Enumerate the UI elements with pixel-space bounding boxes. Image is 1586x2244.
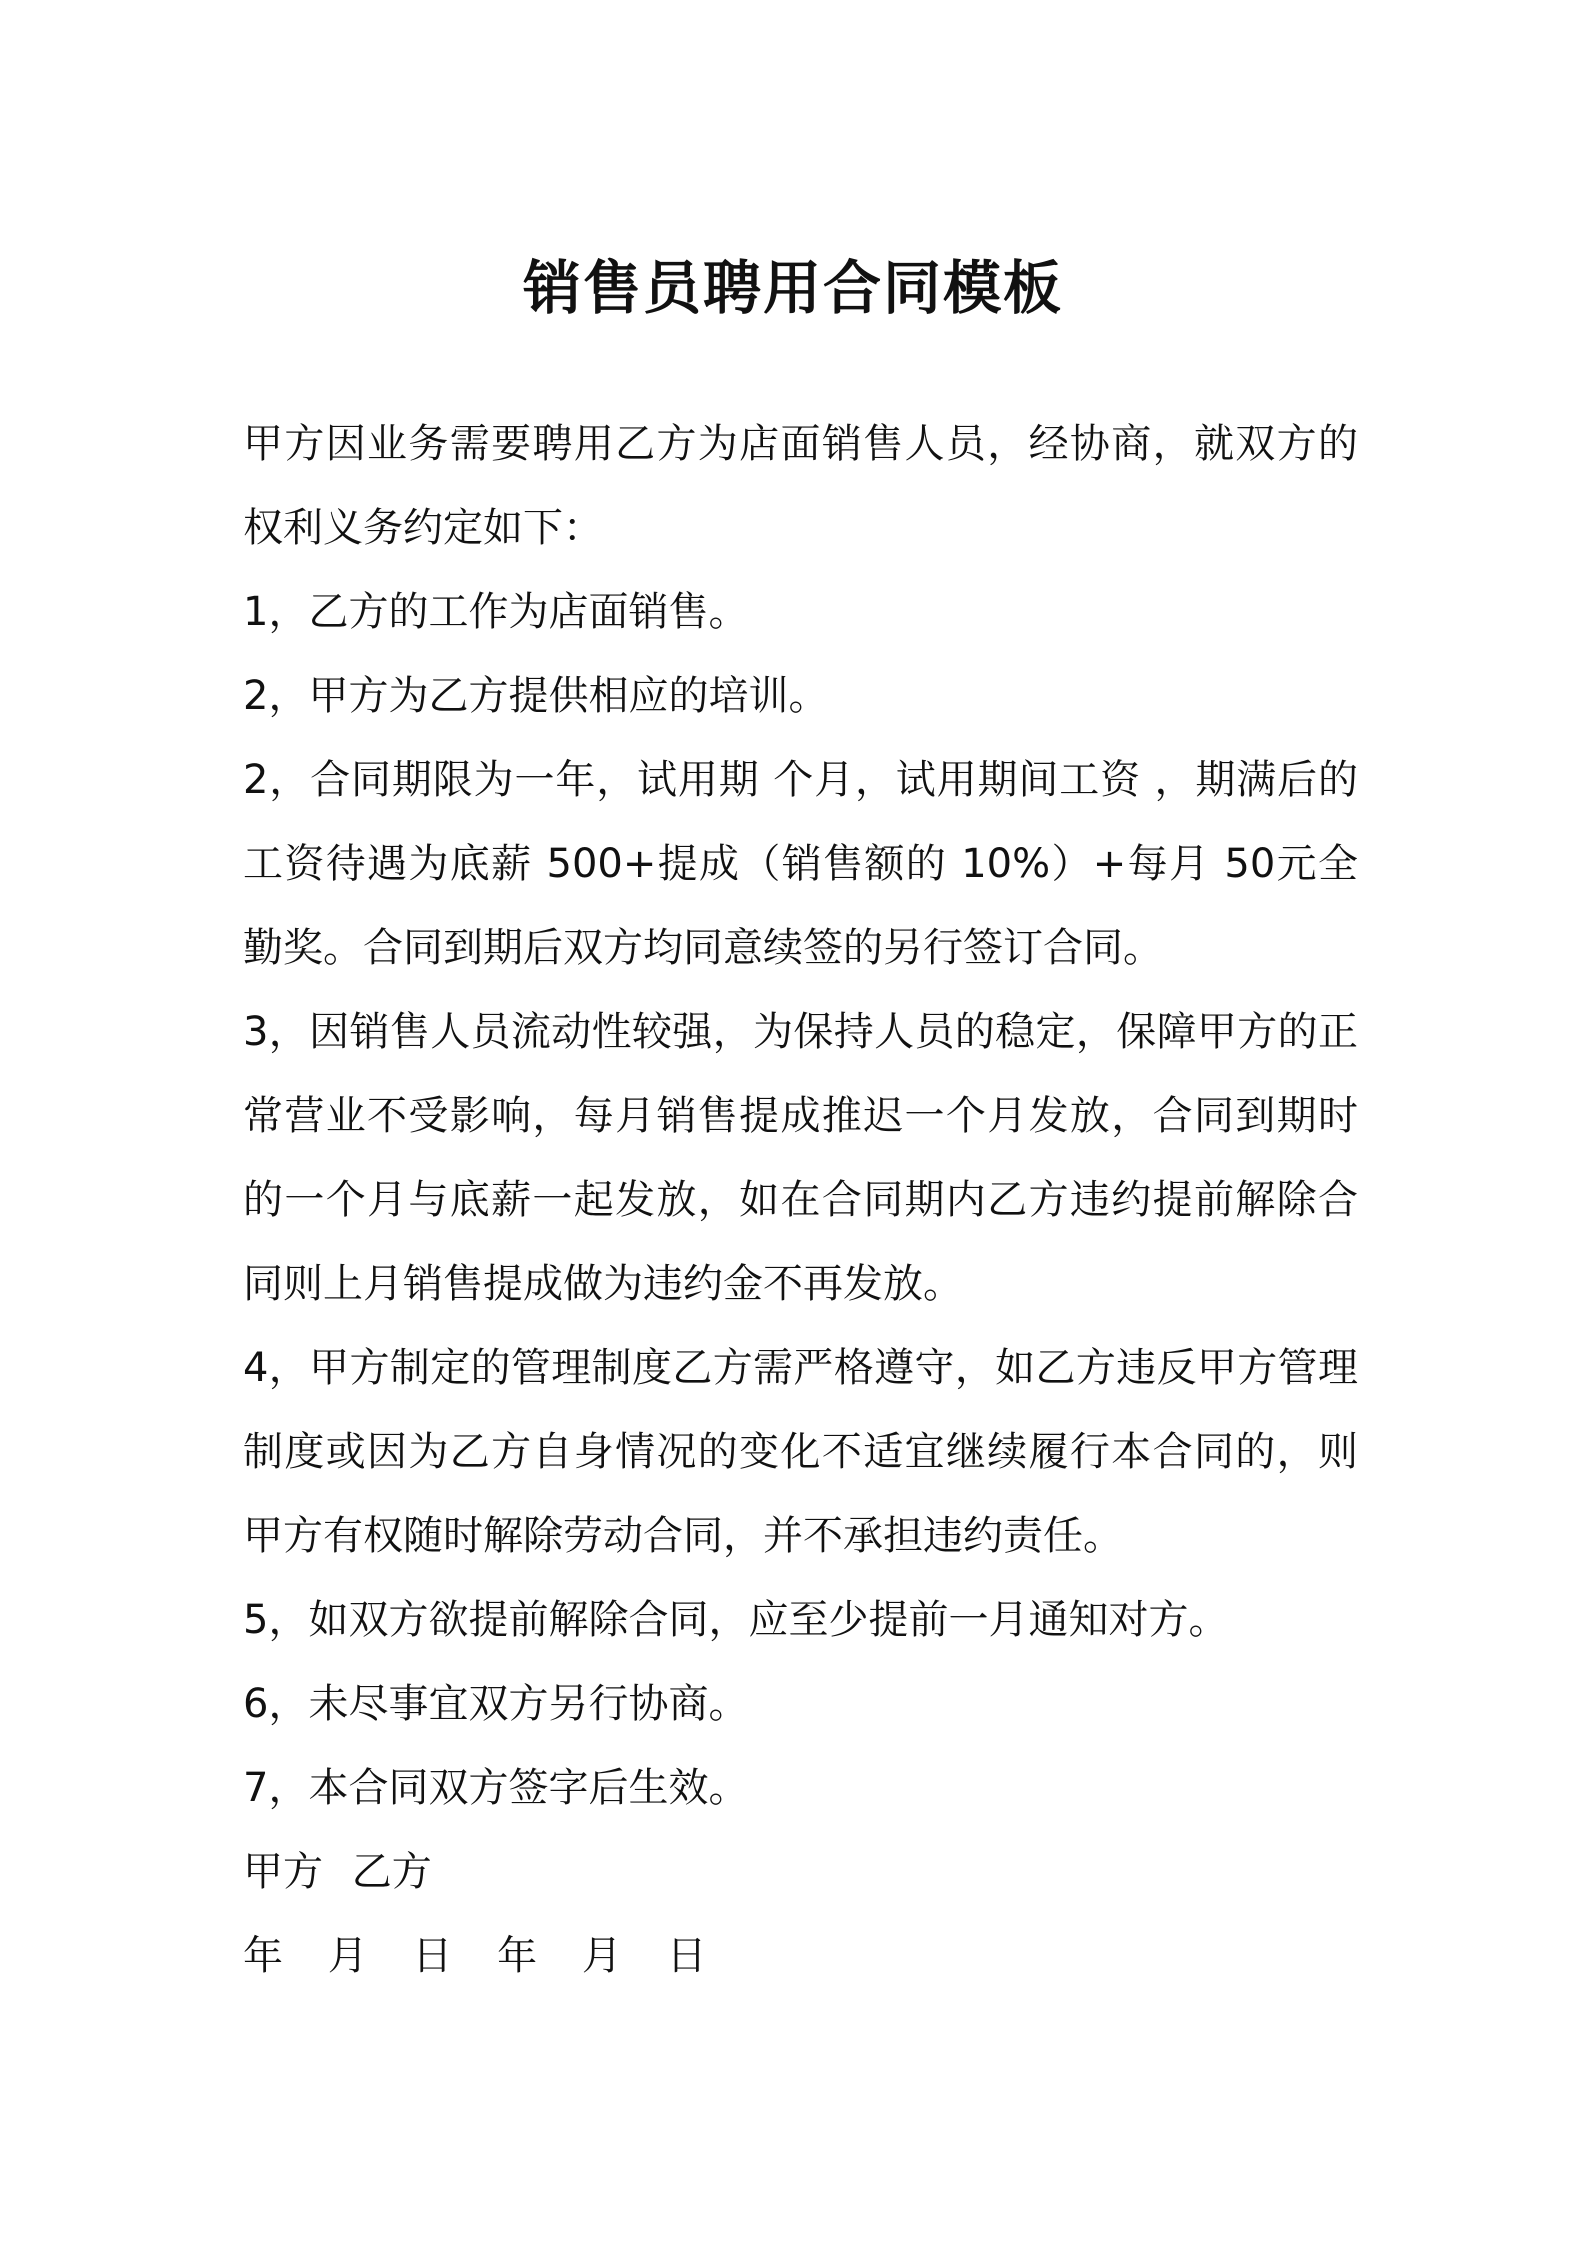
clause-other-matters: 6，未尽事宜双方另行协商。 (243, 1681, 749, 1727)
clause-commission: 3，因销售人员流动性较强，为保持人员的稳定，保障甲方的正常营业不受影响，每月销售提成推迟一个月发放，合同到期时的一个月与底薪一起发放，如在合同期内乙方违约提前解除合同则上月销售提成做为违约金不再发放。 (243, 1009, 1358, 1307)
clause-termination-notice: 5，如双方欲提前解除合同，应至少提前一月通知对方。 (243, 1597, 1229, 1643)
intro-paragraph: 甲方因业务需要聘用乙方为店面销售人员，经协商，就双方的权利义务约定如下： (243, 421, 1358, 551)
clause-effective: 7，本合同双方签字后生效。 (243, 1765, 749, 1811)
contract-body (243, 402, 1358, 1998)
date-line: 年 月 日 年 月 日 (243, 1933, 723, 1979)
document-title: 销售员聘用合同模板 (522, 254, 1063, 322)
signature-line: 甲方 乙方 (243, 1849, 432, 1895)
clause-training: 2，甲方为乙方提供相应的培训。 (243, 673, 829, 719)
clause-work-duty: 1，乙方的工作为店面销售。 (243, 589, 749, 635)
clause-rules: 4，甲方制定的管理制度乙方需严格遵守，如乙方违反甲方管理制度或因为乙方自身情况的变化不适宜继续履行本合同的，则甲方有权随时解除劳动合同，并不承担违约责任。 (243, 1345, 1358, 1559)
clause-term-salary: 2，合同期限为一年，试用期 个月，试用期间工资 ，期满后的工资待遇为底薪 500+提成（销售额的 10%）+每月 50元全勤奖。合同到期后双方均同意续签的另行签订合同。 (243, 757, 1358, 971)
